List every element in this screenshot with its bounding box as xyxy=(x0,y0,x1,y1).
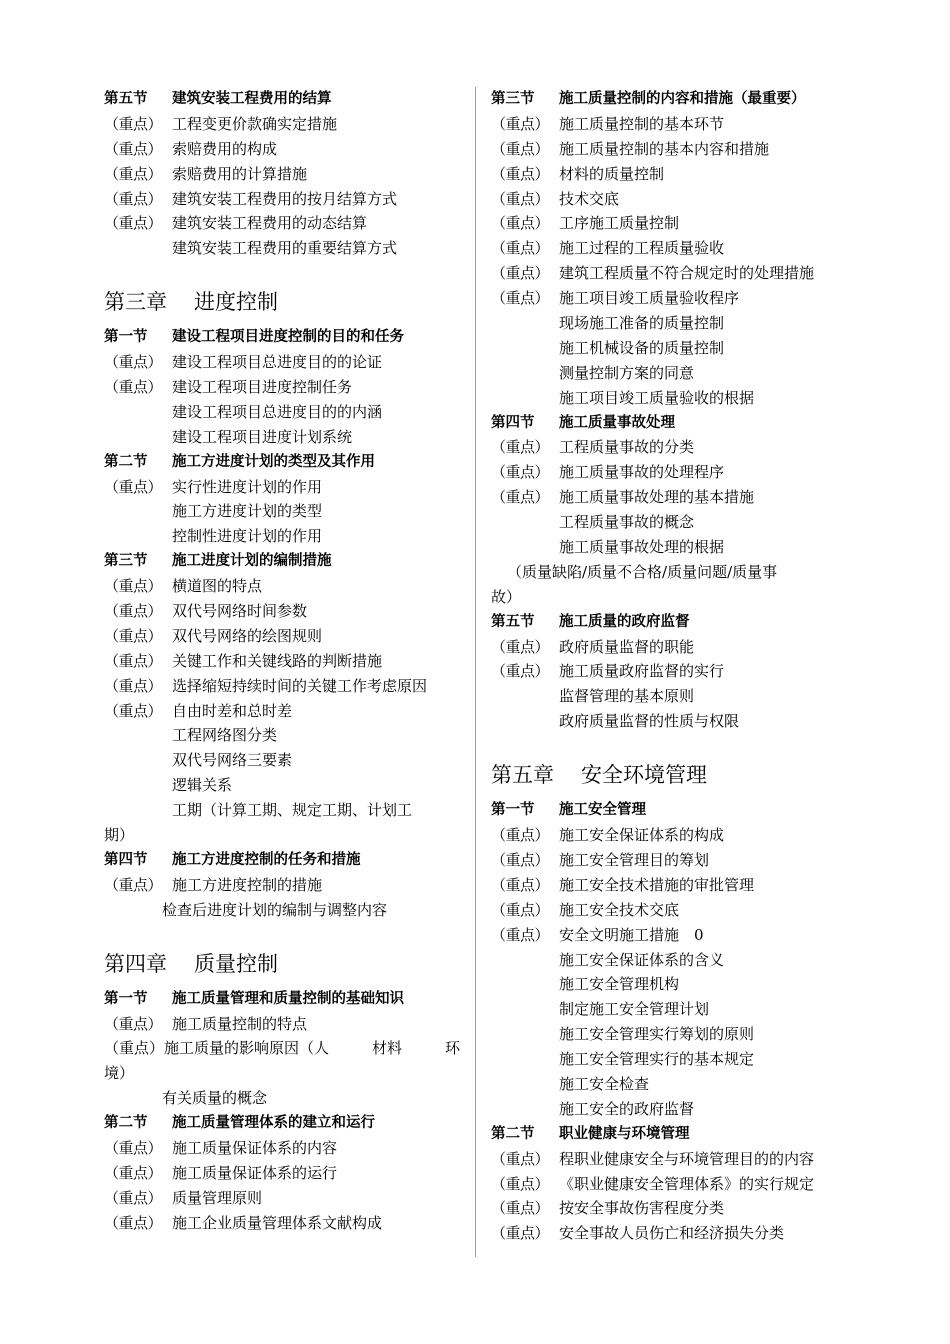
key-item xyxy=(491,435,853,460)
key-item xyxy=(104,699,466,724)
left-column xyxy=(104,87,466,1236)
extra-item: 建筑安装工程费用的重要结算方式 xyxy=(172,239,398,258)
item-text: 施工安全管理目的筹划 xyxy=(559,850,710,869)
item-text: 双代号网络的绘图规则 xyxy=(172,626,323,645)
item-text: 实行性进度计划的作用 xyxy=(172,477,323,496)
section-title: 施工方进度计划的类型及其作用 xyxy=(172,453,375,470)
section-title: 施工安全管理 xyxy=(559,802,646,819)
section-number: 第五节 xyxy=(104,91,148,107)
item-text: 横道图的特点 xyxy=(172,577,263,596)
item-list xyxy=(104,1136,466,1236)
section-title: 施工质量管理和质量控制的基础知识 xyxy=(172,990,404,1007)
extra-item: 逻辑关系 xyxy=(172,776,233,795)
extra-item: 施工安全管理机构 xyxy=(559,975,680,994)
item-list xyxy=(104,350,466,400)
key-item xyxy=(104,1211,466,1236)
key-tag: （重点） xyxy=(104,626,163,645)
section-title: 施工质量控制的内容和措施（最重要） xyxy=(559,91,806,107)
key-item xyxy=(104,187,466,212)
key-tag: （重点） xyxy=(491,662,550,681)
key-tag: （重点） xyxy=(104,676,163,695)
item-text: 建筑安装工程费用的动态结算 xyxy=(172,214,368,233)
extra-item: 工程网络图分类 xyxy=(172,726,278,745)
item-text: 按安全事故伤害程度分类 xyxy=(559,1199,725,1218)
item-text: 施工质量事故处理的基本措施 xyxy=(559,488,755,507)
extra-list xyxy=(491,311,853,411)
extra-item: 制定施工安全管理计划 xyxy=(559,1000,710,1019)
extra-list xyxy=(491,510,853,560)
key-tag: （重点） xyxy=(491,264,550,283)
key-tag: （重点） xyxy=(491,289,550,308)
key-item xyxy=(491,659,853,684)
key-item xyxy=(104,211,466,236)
key-tag: （重点） xyxy=(491,1224,550,1243)
key-item xyxy=(104,475,466,500)
key-tag: （重点） xyxy=(104,577,163,596)
chapter-heading xyxy=(104,949,466,979)
item-text: 安全事故人员伤亡和经济损失分类 xyxy=(559,1224,785,1243)
key-item xyxy=(104,574,466,599)
item-text: 施工方进度控制的措施 xyxy=(172,875,323,894)
item-text: 施工安全保证体系的构成 xyxy=(559,826,725,845)
item-text: 双代号网络时间参数 xyxy=(172,602,308,621)
key-tag: （重点） xyxy=(104,1188,163,1207)
section-number: 第二节 xyxy=(491,1125,535,1142)
section-number: 第一节 xyxy=(104,990,148,1007)
section-number: 第二节 xyxy=(104,1115,148,1132)
key-tag: （重点） xyxy=(491,1149,550,1168)
key-item xyxy=(491,162,853,187)
chapter-title: 进度控制 xyxy=(194,290,278,315)
section-number: 第一节 xyxy=(491,802,535,819)
key-tag: （重点） xyxy=(104,651,163,670)
item-text: 施工质量保证体系的内容 xyxy=(172,1138,338,1157)
item-text: 施工质量控制的基本环节 xyxy=(559,114,725,133)
item-text: 施工质量控制的特点 xyxy=(172,1014,308,1033)
key-item xyxy=(491,1147,853,1172)
section-heading xyxy=(104,1111,466,1136)
key-item xyxy=(104,1186,466,1211)
section-title: 职业健康与环境管理 xyxy=(559,1125,690,1142)
key-item xyxy=(491,236,853,261)
item-text: 施工安全技术措施的审批管理 xyxy=(559,875,755,894)
section-title: 施工质量管理体系的建立和运行 xyxy=(172,1115,375,1132)
extra-item: 现场施工准备的质量控制 xyxy=(559,314,725,333)
section-title: 施工质量的政府监督 xyxy=(559,613,690,630)
extra-item: 有关质量的概念 xyxy=(162,1089,268,1108)
section-number: 第一节 xyxy=(104,329,148,346)
item-list xyxy=(491,635,853,685)
key-item xyxy=(491,1172,853,1197)
key-tag: （重点） xyxy=(104,477,163,496)
extra-item: 施工项目竣工质量验收的根据 xyxy=(559,388,755,407)
extra-item: 建设工程项目进度计划系统 xyxy=(172,427,353,446)
extra-item: 施工安全的政府监督 xyxy=(559,1099,695,1118)
section-heading xyxy=(491,798,853,823)
item-list xyxy=(104,574,466,723)
section-heading xyxy=(104,325,466,350)
extra-item: 工程质量事故的概念 xyxy=(559,513,695,532)
chapter-title: 质量控制 xyxy=(194,951,278,976)
key-item xyxy=(491,848,853,873)
extra-item: 双代号网络三要素 xyxy=(172,751,293,770)
item-text: 索赔费用的计算措施 xyxy=(172,164,308,183)
extra-list xyxy=(491,948,853,1122)
section-heading xyxy=(491,1122,853,1147)
chapter-number: 第四章 xyxy=(104,951,167,976)
extra-item: 监督管理的基本原则 xyxy=(559,687,695,706)
key-tag: （重点） xyxy=(491,1174,550,1193)
item-text: 建设工程项目进度控制任务 xyxy=(172,378,353,397)
item-text: 关键工作和关键线路的判断措施 xyxy=(172,651,383,670)
key-tag: （重点） xyxy=(491,164,550,183)
key-tag: （重点） xyxy=(104,1138,163,1157)
key-item xyxy=(491,187,853,212)
column-divider xyxy=(475,87,476,1257)
key-item xyxy=(491,211,853,236)
item-text: 《职业健康安全管理体系》的实行规定 xyxy=(559,1174,815,1193)
item-list xyxy=(491,823,853,947)
item-text: 政府质量监督的职能 xyxy=(559,637,695,656)
key-item xyxy=(104,1136,466,1161)
section-number: 第二节 xyxy=(104,453,148,470)
key-tag: （重点） xyxy=(491,438,550,457)
key-tag: （重点） xyxy=(491,114,550,133)
item-text: 质量管理原则 xyxy=(172,1188,263,1207)
section-heading xyxy=(104,549,466,574)
item-list xyxy=(491,112,853,311)
section-title: 施工方进度控制的任务和措施 xyxy=(172,851,361,868)
key-item xyxy=(491,261,853,286)
item-text: 工序施工质量控制 xyxy=(559,214,680,233)
item-text: 工程变更价款确实定措施 xyxy=(172,114,338,133)
item-text: 建筑工程质量不符合规定时的处理措施 xyxy=(559,264,815,283)
key-tag: （重点） xyxy=(104,114,163,133)
key-item xyxy=(104,375,466,400)
key-item xyxy=(491,137,853,162)
section-heading xyxy=(104,450,466,475)
key-item xyxy=(104,599,466,624)
key-tag: （重点） xyxy=(491,463,550,482)
key-item xyxy=(491,873,853,898)
section-title: 施工质量事故处理 xyxy=(559,414,675,431)
extra-item: 检查后进度计划的编制与调整内容 xyxy=(162,900,388,919)
item-list xyxy=(104,475,466,500)
key-tag: （重点） xyxy=(491,875,550,894)
key-item xyxy=(491,286,853,311)
key-item xyxy=(104,1161,466,1186)
key-item xyxy=(491,823,853,848)
key-tag: （重点） xyxy=(491,189,550,208)
section-number: 第四节 xyxy=(491,414,535,431)
item-text: 材料的质量控制 xyxy=(559,164,665,183)
extra-item: 施工机械设备的质量控制 xyxy=(559,338,725,357)
key-tag: （重点） xyxy=(491,850,550,869)
extra-item: 施工安全保证体系的含义 xyxy=(559,950,725,969)
extra-item: 施工安全检查 xyxy=(559,1074,650,1093)
key-tag: （重点） xyxy=(104,164,163,183)
item-text: 建设工程项目总进度目的的论证 xyxy=(172,353,383,372)
section-heading xyxy=(491,87,853,112)
key-tag: （重点） xyxy=(104,875,163,894)
extra-item: 施工方进度计划的类型 xyxy=(172,502,323,521)
key-item-wrapped xyxy=(104,1036,466,1061)
item-text: 施工企业质量管理体系文献构成 xyxy=(172,1213,383,1232)
chapter-heading xyxy=(104,287,466,317)
key-tag: （重点） xyxy=(104,602,163,621)
key-tag: （重点） xyxy=(491,1199,550,1218)
key-item xyxy=(104,624,466,649)
key-tag: （重点） xyxy=(104,1163,163,1182)
key-item xyxy=(491,923,853,948)
key-tag: （重点） xyxy=(104,1213,163,1232)
section-number: 第三节 xyxy=(104,553,148,570)
item-list xyxy=(491,1147,853,1247)
extra-item: 施工安全管理实行的基本规定 xyxy=(559,1050,755,1069)
item-text: 工程质量事故的分类 xyxy=(559,438,695,457)
section-heading xyxy=(491,411,853,436)
item-text-part: 材料 xyxy=(371,1039,402,1058)
key-tag: （重点） xyxy=(104,701,163,720)
item-text: 安全文明施工措施 0 xyxy=(559,925,704,944)
key-item xyxy=(491,1221,853,1246)
key-tag: （重点） xyxy=(491,139,550,158)
key-tag: （重点） xyxy=(104,189,163,208)
key-item xyxy=(104,674,466,699)
key-item xyxy=(491,898,853,923)
key-tag: （重点） xyxy=(104,214,163,233)
key-item xyxy=(491,635,853,660)
key-item xyxy=(104,112,466,137)
chapter-number: 第五章 xyxy=(491,763,554,788)
chapter-number: 第三章 xyxy=(104,290,167,315)
extra-list xyxy=(491,684,853,734)
key-tag: （重点） xyxy=(491,239,550,258)
item-text: 施工质量事故的处理程序 xyxy=(559,463,725,482)
key-tag: （重点） xyxy=(104,139,163,158)
item-text: 施工质量控制的基本内容和措施 xyxy=(559,139,770,158)
item-text: 施工质量保证体系的运行 xyxy=(172,1163,338,1182)
section-title: 施工进度计划的编制措施 xyxy=(172,553,332,570)
extra-item: 施工质量事故处理的根据 xyxy=(559,538,725,557)
key-tag: （重点） xyxy=(491,488,550,507)
key-item xyxy=(491,460,853,485)
item-text: 选择缩短持续时间的关键工作考虑原因 xyxy=(172,676,428,695)
item-text: 施工质量政府监督的实行 xyxy=(559,662,725,681)
key-tag: （重点） xyxy=(491,214,550,233)
item-text: 索赔费用的构成 xyxy=(172,139,278,158)
extra-item: （质量缺陷/质量不合格/质量问题/质量事 xyxy=(507,562,778,581)
extra-item: 施工安全管理实行筹划的原则 xyxy=(559,1025,755,1044)
key-item xyxy=(491,485,853,510)
item-text: 施工过程的工程质量验收 xyxy=(559,239,725,258)
extra-item: 测量控制方案的同意 xyxy=(559,363,695,382)
extra-item-continuation: 期） xyxy=(104,826,135,845)
key-tag: （重点） xyxy=(104,378,163,397)
item-text: 施工项目竣工质量验收程序 xyxy=(559,289,740,308)
extra-item: 工期（计算工期、规定工期、计划工 xyxy=(172,801,413,820)
section-title: 建设工程项目进度控制的目的和任务 xyxy=(172,329,404,346)
key-item xyxy=(104,350,466,375)
item-text-part: （重点）施工质量的影响原因（人 xyxy=(104,1039,330,1058)
section-heading xyxy=(104,987,466,1012)
section-heading xyxy=(104,87,466,112)
key-tag: （重点） xyxy=(104,1014,163,1033)
extra-item-continuation: 故） xyxy=(491,587,522,606)
key-item xyxy=(104,1012,466,1037)
extra-item: 建设工程项目总进度目的的内涵 xyxy=(172,402,383,421)
key-tag: （重点） xyxy=(104,353,163,372)
item-text: 建筑安装工程费用的按月结算方式 xyxy=(172,189,398,208)
key-tag: （重点） xyxy=(491,925,550,944)
key-item xyxy=(104,649,466,674)
item-text: 技术交底 xyxy=(559,189,620,208)
key-item xyxy=(104,162,466,187)
section-heading xyxy=(104,848,466,873)
chapter-title: 安全环境管理 xyxy=(581,763,707,788)
item-text: 施工安全技术交底 xyxy=(559,900,680,919)
key-item xyxy=(104,137,466,162)
item-list xyxy=(104,873,466,898)
section-title: 建筑安装工程费用的结算 xyxy=(172,91,332,107)
key-item xyxy=(491,1196,853,1221)
extra-item: 控制性进度计划的作用 xyxy=(172,527,323,546)
key-tag: （重点） xyxy=(491,826,550,845)
item-continuation: 境） xyxy=(104,1064,135,1083)
key-tag: （重点） xyxy=(491,900,550,919)
section-number: 第四节 xyxy=(104,851,148,868)
section-number: 第五节 xyxy=(491,613,535,630)
item-text: 程职业健康安全与环境管理目的的内容 xyxy=(559,1149,815,1168)
key-item xyxy=(104,873,466,898)
chapter-heading xyxy=(491,760,853,790)
right-column xyxy=(491,87,853,1246)
item-list xyxy=(104,112,466,236)
item-list xyxy=(491,435,853,510)
key-item xyxy=(491,112,853,137)
section-number: 第三节 xyxy=(491,91,535,107)
extra-item: 政府质量监督的性质与权限 xyxy=(559,712,740,731)
item-text-part: 环 xyxy=(444,1039,460,1058)
item-text: 自由时差和总时差 xyxy=(172,701,293,720)
key-tag: （重点） xyxy=(491,637,550,656)
section-heading xyxy=(491,610,853,635)
